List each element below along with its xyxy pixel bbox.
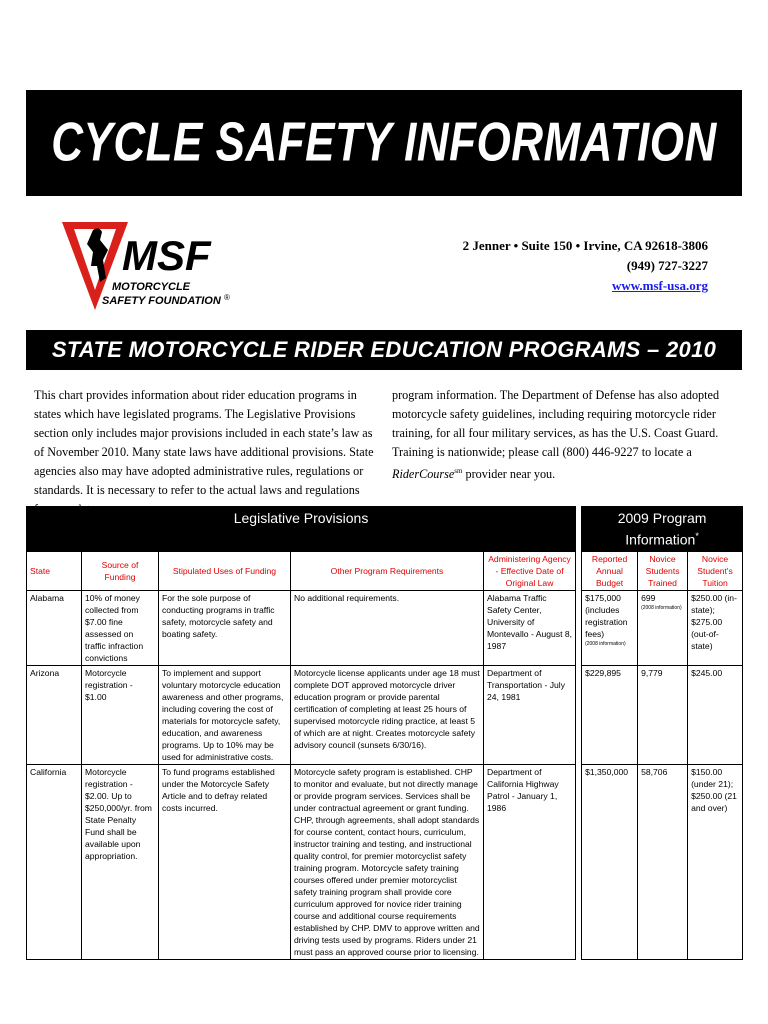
cell-tuition: $250.00 (in-state); $275.00 (out-of-state) <box>688 590 743 665</box>
column-header-row <box>27 551 743 590</box>
logo-line2: SAFETY FOUNDATION <box>102 295 221 307</box>
msf-logo-icon <box>60 218 240 318</box>
service-mark: sm <box>454 467 463 475</box>
cell-state: California <box>27 764 82 959</box>
program-information-label: 2009 Program Information <box>617 510 707 548</box>
phone-number: (949) 727-3227 <box>626 258 708 273</box>
ridercourse-brand: RiderCourse <box>392 467 455 482</box>
cell-other: Motorcycle license applicants under age 18 must complete DOT approved motorcycle driver education program or provide parental certification of completing at least 25 hours of supervised motorcycle riding practice, at least 5 of which are at night. Creates motorcycle safety advisory council (sunsets 6/30/16). <box>291 665 484 764</box>
intro-right-text-b: provider near you. <box>462 467 556 482</box>
contact-block <box>463 236 708 296</box>
cell-state: Alabama <box>27 590 82 665</box>
cell-agency: Alabama Traffic Safety Center, University of Montevallo - August 8, 1987 <box>484 590 576 665</box>
cell-trained: 9,779 <box>638 665 688 764</box>
cell-agency: Department of California Highway Patrol - January 1, 1986 <box>484 764 576 959</box>
cell-state: Arizona <box>27 665 82 764</box>
column-header-agency: Administering Agency - Effective Date of Original Law <box>484 551 576 590</box>
trained-note: (2008 information) <box>641 604 682 611</box>
msf-logo <box>60 218 240 318</box>
column-header-tuition: Novice Student's Tuition <box>688 551 743 590</box>
logo-registered-mark: ® <box>224 293 230 302</box>
cell-tuition: $150.00 (under 21); $250.00 (21 and over) <box>688 764 743 959</box>
column-header-trained: Novice Students Trained <box>638 551 688 590</box>
street-address: 2 Jenner • Suite 150 • Irvine, CA 92618-3806 <box>462 238 708 253</box>
legislative-provisions-heading: Legislative Provisions <box>27 507 576 552</box>
table-row <box>27 590 743 665</box>
budget-value: $175,000 (includes registration fees) <box>585 592 628 639</box>
table-row <box>27 665 743 764</box>
cell-trained <box>638 590 688 665</box>
cell-budget <box>582 590 638 665</box>
section-header-row <box>27 507 743 552</box>
cell-budget: $1,350,000 <box>582 764 638 959</box>
column-header-source: Source of Funding <box>82 551 159 590</box>
cell-uses: For the sole purpose of conducting programs in traffic safety, motorcycle safety and boating safety. <box>159 590 291 665</box>
cell-source: 10% of money collected from $7.00 fine assessed on traffic infraction convictions <box>82 590 159 665</box>
cell-other: Motorcycle safety program is established. CHP to monitor and evaluate, but not directly manage or provide program services. Services shall be under contractual agreement or grant funding. CHP, through agreements, shall adopt standards for course content, contact hours, curriculum, instructor training and testing, and instructional quality control, for premier motorcyclist safety training program. Motorcycle safety training courses offered under premier motorcyclist safety training program shall provide core curriculum approved for novice rider training course and additional course requirements established by CHP. DMV to approve written and driving tests used by programs. Riders under 21 must pass an approved course prior to licensing. <box>291 764 484 959</box>
cell-source: Motorcycle registration - $2.00. Up to $250,000/yr. from State Penalty Fund shall be available upon appropriation. <box>82 764 159 959</box>
cell-tuition: $245.00 <box>688 665 743 764</box>
column-header-uses: Stipulated Uses of Funding <box>159 551 291 590</box>
document-subtitle: STATE MOTORCYCLE RIDER EDUCATION PROGRAMS – 2010 <box>51 337 717 362</box>
program-information-heading <box>582 507 743 552</box>
title-banner <box>26 90 742 196</box>
logo-mark: MSF <box>122 232 211 279</box>
programs-table-wrap <box>26 506 742 960</box>
budget-note: (2008 information) <box>585 640 626 647</box>
subtitle-banner <box>26 330 742 370</box>
intro-paragraph-left: This chart provides information about rider education programs in states which have legislated programs. The Legislative Provisions section only includes major provisions included in each state’s law as of November 2010. Many state laws have additional provisions. State agencies also may have adopted administrative rules, regulations or standards. It is necessary to refer to the actual laws and regulations <box>34 388 374 497</box>
cell-uses: To fund programs established under the Motorcycle Safety Article and to defray related costs incurred. <box>159 764 291 959</box>
cell-trained: 58,706 <box>638 764 688 959</box>
cell-budget: $229,895 <box>582 665 638 764</box>
programs-table <box>26 506 743 960</box>
footnote-mark: * <box>695 531 699 541</box>
column-header-other: Other Program Requirements <box>291 551 484 590</box>
cell-other: No additional requirements. <box>291 590 484 665</box>
logo-line1: MOTORCYCLE <box>112 281 191 293</box>
intro-paragraph-right <box>392 386 742 484</box>
column-header-budget: Reported Annual Budget <box>582 551 638 590</box>
website-link[interactable]: www.msf-usa.org <box>611 278 708 293</box>
table-row <box>27 764 743 959</box>
page-title: CYCLE SAFETY INFORMATION <box>51 111 717 173</box>
intro-right-text-a: program information. The Department of Defense has also adopted motorcycle safety guidelines, including requiring motorcycle rider training, for all four military services, as has the U.S. Coast Guard. Training is nationwide; please call (800) 446-9227 to locate a <box>392 388 720 459</box>
cell-uses: To implement and support voluntary motorcycle education awareness and other programs, including covering the cost of materials for motorcycle safety, education, and awareness programs. Up to 10% may be used for administrative costs. <box>159 665 291 764</box>
trained-value: 699 <box>641 592 656 603</box>
cell-source: Motorcycle registration - $1.00 <box>82 665 159 764</box>
cell-agency: Department of Transportation - July 24, 1981 <box>484 665 576 764</box>
column-header-state: State <box>27 551 82 590</box>
